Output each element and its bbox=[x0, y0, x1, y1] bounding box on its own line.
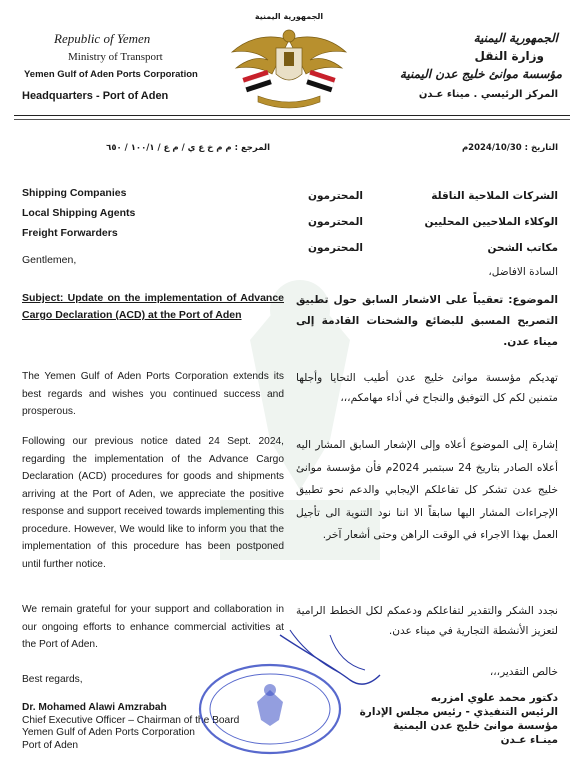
greeting-en: Gentlemen, bbox=[22, 254, 77, 266]
subject-en: Subject: Update on the implementation of Advance Cargo Declaration (ACD) at the Port of Aden bbox=[22, 292, 284, 321]
recipient-ar-honorific: المحترمون bbox=[308, 216, 364, 228]
recipient-ar-honorific: المحترمون bbox=[308, 190, 364, 202]
body-ar-paragraph-3: نجدد الشكر والتقدير لتفاعلكم ودعمكم لكل الخطط الرامية لتعزيز الأنشطة التجارية في ميناء عدن. bbox=[296, 605, 558, 637]
date-ar: التاريخ : 2024/10/30م bbox=[461, 143, 558, 153]
recipient-en: Freight Forwarders bbox=[22, 227, 118, 239]
recipients-en bbox=[22, 183, 135, 243]
signatory-place-en: Port of Aden bbox=[22, 739, 79, 751]
signatory-place-ar: مينـاء عـدن bbox=[500, 734, 558, 746]
signatory-org-en: Yemen Gulf of Aden Ports Corporation bbox=[22, 727, 195, 738]
reference-number: المرجع : م م خ ع ي / م ع / ١٠٠/١ / ٦٥٠ bbox=[106, 143, 270, 153]
body-en-paragraph-1: The Yemen Gulf of Aden Ports Corporation extends its best regards and wishes you continued success and prosperous. bbox=[22, 371, 284, 417]
closing-ar: خالص التقدير،،، bbox=[489, 666, 558, 678]
body-en-paragraph-2: Following our previous notice dated 24 Sept. 2024, regarding the implementation of the Advance Cargo Declaration (ACD) procedures for goods and shipments arriving at the Port of Aden, we appreciate the positive response and support received towards implementing this procedure. However, We would like to inform you that the implementation of this procedure has been postponed until further notice. bbox=[22, 436, 284, 570]
recipients-ar bbox=[308, 183, 558, 261]
recipient-ar bbox=[308, 209, 558, 235]
signatory-name-ar: دكتور محمد علوي امزربه bbox=[430, 692, 558, 704]
header-ministry-ar: وزارة النقل bbox=[474, 49, 544, 63]
recipient-ar-honorific: المحترمون bbox=[308, 242, 364, 254]
header-ministry-en: Ministry of Transport bbox=[68, 51, 163, 63]
body-ar-paragraph-2: إشارة إلى الموضوع أعلاه وإلى الإشعار السابق المشار اليه أعلاه الصادر بتاريخ 24 سبتمبر 2024م فأن مؤسسة موانئ خليج عدن تشكر كل تفاعلكم الإيجابي والدعم نحو تطبيق الإجراءات المشار اليها سابقاً الا اننا نود التنوية الى تأجيل العمل بهذا الاجراء في الوقت الراهن وحتى أشعار آخر. bbox=[296, 439, 558, 541]
signatory-name-en: Dr. Mohamed Alawi Amzrabah bbox=[22, 702, 167, 713]
recipient-en: Local Shipping Agents bbox=[22, 207, 136, 219]
signatory-org-ar: مؤسسة موانئ خليج عدن اليمنية bbox=[392, 720, 558, 732]
recipient-ar bbox=[308, 183, 558, 209]
greeting-ar: السادة الافاضل، bbox=[488, 266, 558, 278]
recipient-ar bbox=[308, 235, 558, 261]
closing-en: Best regards, bbox=[22, 674, 83, 685]
signature-block-ar bbox=[338, 691, 558, 747]
body-en-paragraph-3: We remain grateful for your support and collaboration in our ongoing efforts to enhance commercial activities at the Port of Aden. bbox=[22, 604, 284, 650]
recipient-ar-name: مكاتب الشحن bbox=[487, 242, 558, 254]
header-country-en: Republic of Yemen bbox=[54, 31, 151, 46]
header-rule bbox=[14, 115, 570, 116]
signatory-title-en: Chief Executive Officer – Chairman of the Board bbox=[22, 714, 240, 726]
header-rule-thin bbox=[14, 119, 570, 120]
header-office-en: Headquarters - Port of Aden bbox=[22, 90, 169, 102]
recipient-en: Shipping Companies bbox=[22, 187, 127, 199]
recipient-ar-name: الوكلاء الملاحيين المحليين bbox=[424, 216, 558, 228]
header-office-ar: المركز الرئيسي . ميناء عـدن bbox=[418, 89, 558, 100]
subject-ar: الموضوع: تعقيباً على الاشعار السابق حول تطبيق التصريح المسبق للبضائع والشحنات القادمة إلى ميناء عدن. bbox=[296, 294, 558, 348]
official-stamp bbox=[195, 660, 345, 758]
signatory-title-ar: الرئيس التنفيذي - رئيس مجلس الإدارة bbox=[359, 706, 558, 718]
header-corporation-en: Yemen Gulf of Aden Ports Corporation bbox=[24, 69, 198, 80]
header-corporation-ar: مؤسسة موانئ خليج عدن اليمنية bbox=[399, 67, 562, 81]
emblem-banner: الجمهورية اليمنية bbox=[254, 12, 324, 21]
recipient-ar-name: الشركات الملاحية الناقلة bbox=[431, 190, 558, 202]
body-ar-paragraph-1: تهديكم مؤسسة موانئ خليج عدن أطيب التحايا وأجلها متمنين لكم كل التوفيق والنجاح في أداء مهامكم،،، bbox=[296, 372, 558, 404]
header-country-ar: الجمهورية اليمنية bbox=[473, 31, 558, 45]
